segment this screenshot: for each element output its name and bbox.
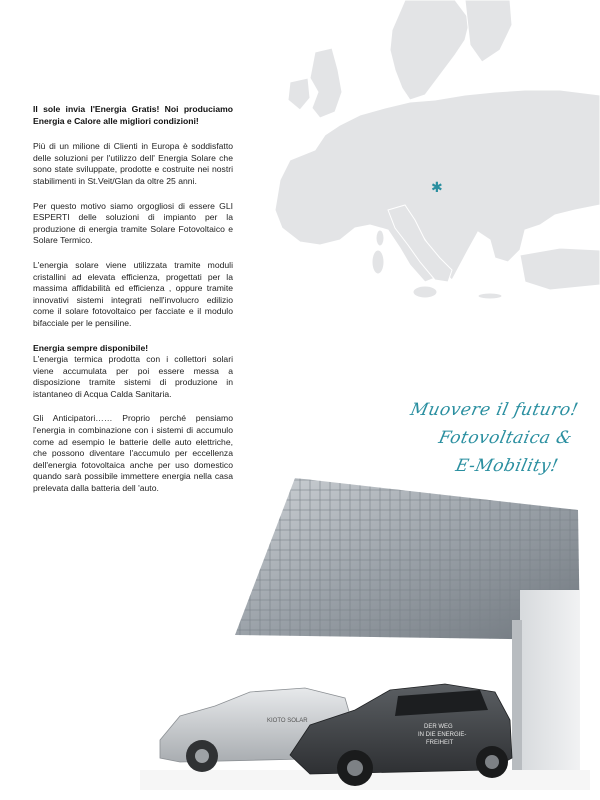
map-turkey: [520, 248, 600, 290]
map-ireland: [288, 78, 310, 110]
map-corsica: [376, 230, 384, 246]
location-marker-icon: ✱: [431, 180, 443, 196]
map-sicily: [413, 286, 437, 298]
car2-slogan-2: IN DIE ENERGIE-: [418, 732, 467, 738]
carport-wall: [520, 590, 580, 780]
slogan-line-1: Muovere il futuro!: [408, 400, 581, 420]
map-uk: [310, 48, 342, 118]
europe-map: [220, 0, 600, 300]
carport-photo: [140, 470, 590, 790]
map-sardinia: [372, 250, 384, 274]
intro-paragraph-3: L'energia solare viene utilizzata tramite moduli cristallini ad elevata efficienza, progettati per la massima affidabilità ed efficienza , oppure tramite innovativi sistemi integrati nell'involucro edilizio come il solare fotovoltaico per facciate e il modulo bifacciale per le pensiline.: [33, 259, 233, 328]
slogan-line-2: Fotovoltaica &: [436, 428, 575, 448]
energy-body: L'energia termica prodotta con i collettori solari viene accumulata per poi essere messa a disposizione tramite sistemi di produzione in istantaneo di Acqua Calda Sanitaria.: [33, 354, 233, 399]
map-crete: [478, 293, 502, 299]
intro-paragraph-2: Per questo motivo siamo orgogliosi di essere GLI ESPERTI delle soluzioni di impianto per la produzione di energia tramite Solare Fotovoltaico e Solare Termico.: [33, 200, 233, 246]
car1-logo: KIOTO SOLAR: [267, 718, 308, 724]
anticipators-body: Gli Anticipatori…… Proprio perché pensiamo l'energia in combinazione con i sistemi di accumulo come ad esempio le batterie delle auto elettriche, che possono diventare l'accumulo per eccellenza dell'energia fotovoltaica anche per uso domestico quando sarà possibile immettere energia nella casa prelevata dalla batteria dell 'auto.: [33, 413, 233, 494]
slogan-line-3: E-Mobility!: [453, 456, 561, 476]
map-finland: [465, 0, 512, 62]
slogan: [318, 396, 581, 480]
map-scandinavia: [390, 0, 470, 100]
intro-paragraph-1: Più di un milione di Clienti in Europa è soddisfatto delle soluzioni per l'utilizzo dell' Energia Solare che sono state sviluppate, prodotte e costruite nei nostri stabilimenti in St.Veit/Glan da oltre 25 anni.: [33, 141, 233, 186]
intro-headline: Il sole invia l'Energia Gratis! Noi produciamo Energia e Calore alle migliori condizioni!: [33, 104, 233, 126]
carport-pillar: [512, 620, 522, 780]
energy-heading: Energia sempre disponibile!: [33, 342, 149, 353]
car2-slogan-1: DER WEG: [424, 724, 453, 730]
car2-slogan-3: FREIHEIT: [426, 740, 454, 746]
text-column: [33, 104, 233, 508]
